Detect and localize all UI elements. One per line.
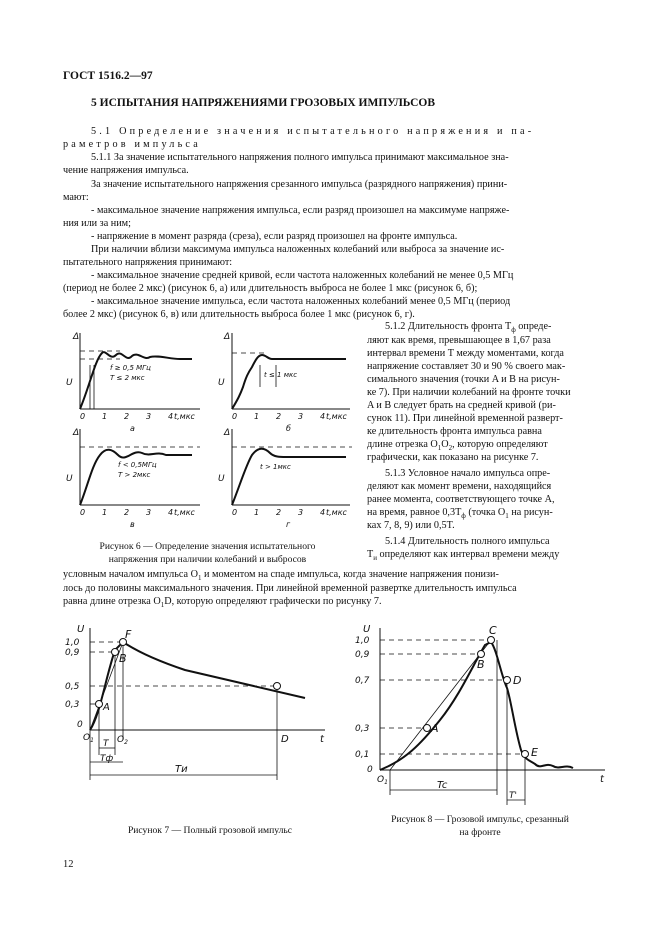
annotation: f ≥ 0,5 МГц [110, 364, 151, 372]
paragraph-line: графически, как показано на рисунке 7. [367, 452, 539, 463]
label-O1 [377, 775, 388, 786]
impulse-curve [232, 449, 346, 505]
annotation: f < 0,5МГц [118, 461, 157, 469]
paragraph-line: деляют как момент времени, находящийся [367, 481, 552, 492]
point-label-A: A [103, 702, 110, 713]
subscript-1: 1 [90, 737, 94, 744]
page-number: 12 [63, 859, 74, 870]
T-label: T [103, 739, 109, 749]
figure-8-caption [370, 814, 590, 839]
paragraph-line: сунок 11). При линейной временной разверт- [367, 413, 563, 424]
y-tick: 0,9 [355, 650, 370, 660]
text-run: на рисун- [508, 507, 553, 518]
section-title: 5 ИСПЫТАНИЯ НАПРЯЖЕНИЯМИ ГРОЗОВЫХ ИМПУЛЬСОВ [91, 97, 436, 109]
y-tick: 0,5 [65, 682, 80, 692]
y-tick: 0,3 [355, 724, 370, 734]
delta-label: Δ [224, 428, 231, 438]
y-label: U [66, 474, 73, 484]
y-label: U [66, 378, 73, 388]
tick-label: 2 [124, 508, 130, 517]
y-tick: 0,9 [65, 648, 80, 658]
paragraph-line: мают: [63, 192, 89, 203]
tick-label: 0 [80, 412, 86, 421]
tick-label: 3 [146, 508, 152, 517]
text-run: равна длине отрезка O [63, 596, 161, 607]
paragraph-line: ния или за ним; [63, 218, 131, 229]
paragraph-line: ке 7). При наличии колебаний на фронте точки [367, 387, 571, 398]
point-label-C: C [489, 624, 497, 637]
y-tick: 0,7 [355, 676, 370, 686]
text-run: 5.1.2 Длительность фронта T [385, 321, 512, 332]
panel-d [218, 428, 352, 529]
paragraph-line: - максимальное значение импульса, если частота наложенных колебаний менее 0,5 МГц (период [91, 296, 511, 307]
tick-label: 2 [276, 508, 282, 517]
subscript: и [373, 554, 377, 563]
tick-label: 2 [124, 412, 130, 421]
point-B [478, 651, 485, 658]
subscript: 1 [505, 512, 509, 521]
annotation: T > 2мкс [118, 471, 151, 479]
point-A [424, 725, 431, 732]
Tu-label: Tи [175, 764, 188, 775]
axis-label: t,мкс [326, 412, 347, 421]
label-O: O [377, 775, 385, 785]
paragraph-line: 5.1.4 Длительность полного импульса [385, 536, 550, 547]
paragraph-line [63, 595, 382, 612]
subscript: 1 [437, 444, 442, 453]
caption-line: Рисунок 8 — Грозовой импульс, срезанный [391, 814, 569, 825]
subscript: 1 [197, 574, 202, 583]
text-run: , которую определяют [452, 439, 548, 450]
tick-label: 1 [102, 508, 108, 517]
tick-label: 4 [320, 412, 326, 421]
Tf-label: Tф [100, 754, 114, 764]
delta-label: Δ [73, 332, 80, 342]
point-B [112, 649, 119, 656]
panel-letter: г [286, 520, 291, 529]
t-label: t [320, 734, 324, 745]
text-run: T [367, 549, 374, 560]
label-O: O [117, 735, 125, 745]
point-D [504, 677, 511, 684]
Tprime-label: T' [509, 791, 517, 801]
paragraph-line: 5.1.3 Условное начало импульса опре- [385, 468, 551, 479]
point-E [522, 751, 529, 758]
paragraph-line: лось до половины максимального значения. При линейной временной развертке длительность импульса [63, 583, 517, 594]
paragraph-line: симального значения (точки A и B на рисун- [367, 374, 560, 385]
panel-letter: а [130, 424, 135, 433]
point-label-B: B [119, 652, 127, 665]
annotation: t > 1мкс [260, 463, 291, 471]
delta-label: Δ [73, 428, 80, 438]
paragraph-line: За значение испытательного напряжения срезанного импульса (разрядного напряжения) прини- [91, 179, 508, 190]
text-run: D, которую определяют графически по рисунку 7. [164, 596, 382, 607]
point-label-A: A [431, 722, 439, 735]
tick-label: 1 [102, 412, 108, 421]
text-run: определяют как интервал времени между [376, 549, 560, 560]
paragraph-line: чение напряжения импульса. [63, 165, 189, 176]
paragraph-line: более 2 мкс) (рисунок 6, в) или длительность выброса более 1 мкс (рисунок 6, г). [63, 309, 415, 320]
panel-letter: в [130, 520, 135, 529]
y-tick: 0,1 [355, 750, 370, 760]
caption-line: напряжения при наличии колебаний и выбросов [108, 553, 307, 565]
paragraph-line: интервал времени T между моментами, когда [367, 348, 564, 359]
text-run: условным началом импульса O [63, 569, 198, 580]
panel-letter: б [286, 424, 291, 433]
panel-a [66, 332, 200, 433]
caption-line: на фронте [459, 826, 501, 838]
text-run: O [441, 439, 449, 450]
annotation: T ≤ 2 мкс [110, 374, 145, 382]
point-label-D: D [513, 674, 522, 687]
subscript: ф [511, 326, 516, 335]
paragraph-line: A и B следует брать на средней кривой (ри- [367, 400, 556, 411]
subscript: 1 [160, 601, 165, 610]
label-O: O [83, 733, 91, 743]
y-tick: 1,0 [355, 636, 370, 646]
axis-label: t,мкс [326, 508, 347, 517]
point-A [96, 701, 103, 708]
tick-label: 4 [320, 508, 326, 517]
point-label-B: B [477, 658, 485, 671]
paragraph-line: пытательного напряжения принимают: [63, 257, 233, 268]
subscript: ф [461, 512, 466, 521]
text-run: опреде- [515, 321, 552, 332]
paragraph-line: ляют как время, превышающее в 1,67 раза [367, 335, 551, 346]
y-label: U [77, 624, 85, 635]
caption-line: Рисунок 6 — Определение значения испытательного [99, 541, 316, 552]
text-run: на время, равное 0,3T [367, 507, 462, 518]
paragraph-line: ках 7, 8, 9) или 0,5T. [367, 520, 455, 531]
paragraph-line: При наличии вблизи максимума импульса наложенных колебаний или выброса за значение ис- [91, 244, 505, 255]
y-label: U [218, 378, 225, 388]
y-label: U [363, 624, 371, 635]
paragraph-line: - максимальное значение средней кривой, если частота наложенных колебаний не менее 0,5 МГц [91, 270, 514, 281]
subscript-1: 1 [384, 779, 388, 786]
tick-label: 4 [168, 412, 174, 421]
paragraph-line: (период не более 2 мкс) (рисунок 6, а) или длительность выброса не более 1 мкс (рисунок 6, б); [63, 283, 478, 294]
origin-label: 0 [77, 720, 83, 730]
figure-7-caption: Рисунок 7 — Полный грозовой импульс [127, 825, 293, 836]
paragraph-line: 5.1.1 За значение испытательного напряжения полного импульса принимают максимальное зна- [91, 152, 509, 163]
tick-label: 0 [232, 508, 238, 517]
paragraph-line: ке длительность фронта импульса равна [367, 426, 542, 437]
figure-6-caption [70, 541, 345, 566]
origin-label: 0 [367, 765, 373, 775]
figure-8 [345, 620, 615, 810]
paragraph-line: - максимальное значение напряжения импульса, если разряд произошел на максимуме напряже- [91, 205, 510, 216]
subscript-2: 2 [124, 739, 128, 746]
t-label: t [600, 774, 604, 785]
paragraph-line: 5.1 Определение значения испытательного напряжения и па- [91, 126, 535, 137]
point-C [488, 637, 495, 644]
label-O2 [117, 735, 128, 746]
subscript: 2 [448, 444, 453, 453]
document-id: ГОСТ 1516.2—97 [63, 70, 153, 82]
impulse-curve [232, 355, 346, 409]
paragraph-line: ранее момента, соответствующего точке A, [367, 494, 555, 505]
tick-label: 3 [146, 412, 152, 421]
annotation: t ≤ 1 мкс [264, 371, 298, 379]
text-run: длине отрезка O [367, 439, 438, 450]
point-label-E: E [531, 746, 538, 759]
paragraph-line [367, 548, 559, 565]
axis-label: t,мкс [174, 508, 195, 517]
paragraph-line: напряжение составляет 30 и 90 % своего мак- [367, 361, 566, 372]
tick-label: 3 [298, 508, 304, 517]
axis-label: t,мкс [174, 412, 195, 421]
point-label-D: D [281, 734, 289, 745]
paragraph-line: - напряжение в момент разряда (среза), если разряд произошел на фронте импульса. [91, 231, 458, 242]
figure-6 [60, 325, 360, 529]
y-label: U [218, 474, 225, 484]
label-O1 [83, 733, 94, 744]
front-line [390, 640, 491, 770]
tick-label: 2 [276, 412, 282, 421]
point-label-F: F [125, 628, 132, 641]
text-run: (точка O [465, 507, 506, 518]
tick-label: 4 [168, 508, 174, 517]
y-tick: 1,0 [65, 638, 80, 648]
Tc-label: Tc [437, 780, 448, 791]
paragraph-line: раметров импульса [63, 139, 201, 150]
tick-label: 1 [254, 412, 260, 421]
delta-label: Δ [224, 332, 231, 342]
figure-7 [65, 620, 335, 820]
tick-label: 1 [254, 508, 260, 517]
tick-label: 3 [298, 412, 304, 421]
y-tick: 0,3 [65, 700, 80, 710]
tick-label: 0 [232, 412, 238, 421]
text-run: и моментом на спаде импульса, когда значение напряжения понизи- [201, 569, 499, 580]
panel-c [66, 428, 200, 529]
tick-label: 0 [80, 508, 86, 517]
panel-b [218, 332, 350, 433]
point-D [274, 683, 281, 690]
